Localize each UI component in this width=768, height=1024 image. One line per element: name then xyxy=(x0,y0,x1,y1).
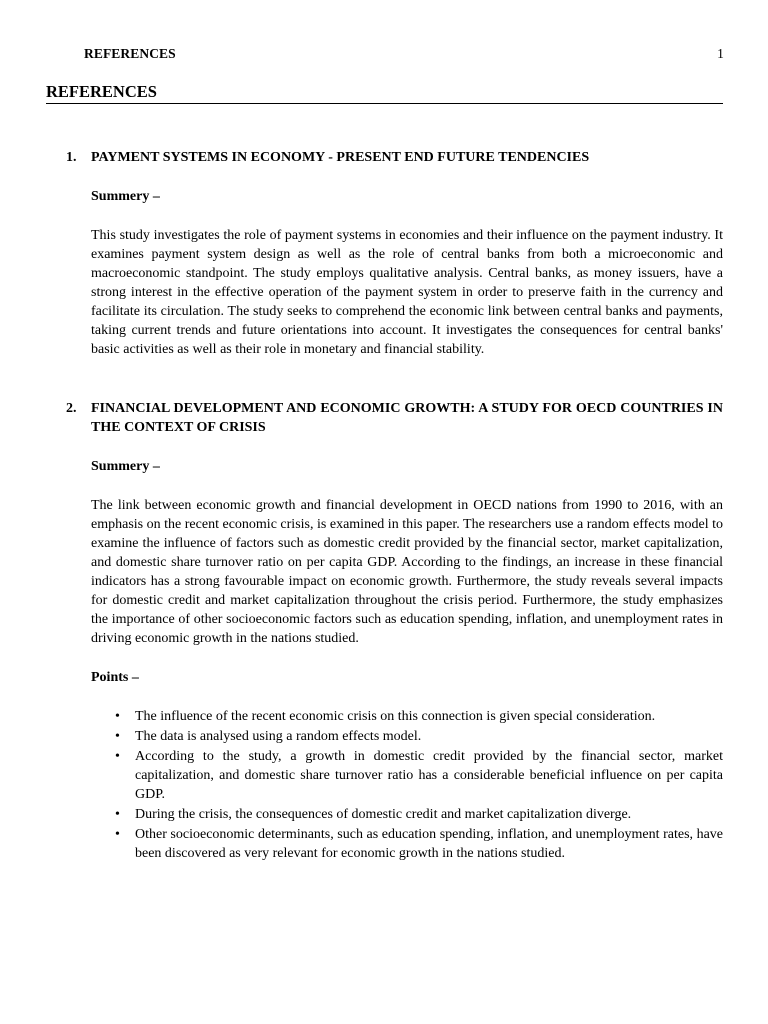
bullet-icon: • xyxy=(115,729,120,744)
list-item xyxy=(115,825,723,863)
reference-title-text: FINANCIAL DEVELOPMENT AND ECONOMIC GROWTH: A STUDY FOR OECD COUNTRIES IN THE CONTEXT OF CRISIS xyxy=(91,401,723,435)
points-list xyxy=(46,707,723,863)
list-item xyxy=(115,727,723,746)
list-item-text: The influence of the recent economic crisis on this connection is given special consideration. xyxy=(135,709,656,724)
bullet-icon: • xyxy=(115,709,120,724)
bullet-icon: • xyxy=(115,749,120,764)
list-item-text: Other socioeconomic determinants, such as education spending, inflation, and unemployment rates, have been discovered as very relevant for economic growth in the nations studied. xyxy=(135,827,723,861)
reference-title xyxy=(46,399,723,437)
summary-heading: Summery – xyxy=(91,459,160,474)
summary-paragraph: This study investigates the role of payment systems in economies and their influence on the payment industry. It examines payment system design as well as the role of central banks from both a microeconomic and macroeconomic standpoint. The study employs qualitative analysis. Central banks, as money issuers, have a strong interest in the effective operation of the payment system in order to preserve faith in the currency and facilitate its circulation. The study seeks to comprehend the economic link between central banks and payments, taking current trends and future orientations into account. It investigates the consequences for central banks' basic activities as well as their role in monetary and financial stability. xyxy=(91,228,723,357)
reference-title-text: PAYMENT SYSTEMS IN ECONOMY - PRESENT END FUTURE TENDENCIES xyxy=(91,150,590,165)
reference-number: 1. xyxy=(66,150,77,165)
list-item xyxy=(115,805,723,824)
page-number: 1 xyxy=(717,46,724,61)
list-item-text: According to the study, a growth in domestic credit provided by the financial sector, market capitalization, and domestic share turnover ratio has a considerable beneficial influence on per capita GDP. xyxy=(135,749,723,802)
list-item xyxy=(115,747,723,804)
summary-paragraph: The link between economic growth and financial development in OECD nations from 1990 to 2016, with an emphasis on the recent economic crisis, is examined in this paper. The researchers use a random effects model to examine the influence of factors such as domestic credit provided by the financial sector, market capitalization, and domestic share turnover ratio on per capita GDP. According to the findings, an increase in these financial indicators has a strong favourable impact on economic growth. Furthermore, the study reveals several impacts for domestic credit and market capitalization throughout the crisis period. Furthermore, the study emphasizes the importance of other socioeconomic factors such as education spending, inflation, and unemployment rates in driving economic growth in the nations studied. xyxy=(91,498,723,646)
points-heading: Points – xyxy=(91,670,139,685)
document-title: REFERENCES xyxy=(46,82,723,104)
reference-number: 2. xyxy=(66,401,77,416)
reference-section-2 xyxy=(46,399,723,863)
document-body xyxy=(46,148,723,864)
page-header xyxy=(84,46,724,62)
list-item-text: During the crisis, the consequences of domestic credit and market capitalization diverge. xyxy=(135,807,632,822)
bullet-icon: • xyxy=(115,827,120,842)
list-item xyxy=(115,707,723,726)
reference-section-1 xyxy=(46,148,723,359)
list-item-text: The data is analysed using a random effects model. xyxy=(135,729,422,744)
reference-title xyxy=(46,148,723,167)
running-title: REFERENCES xyxy=(84,46,176,61)
summary-heading: Summery – xyxy=(91,189,160,204)
bullet-icon: • xyxy=(115,807,120,822)
